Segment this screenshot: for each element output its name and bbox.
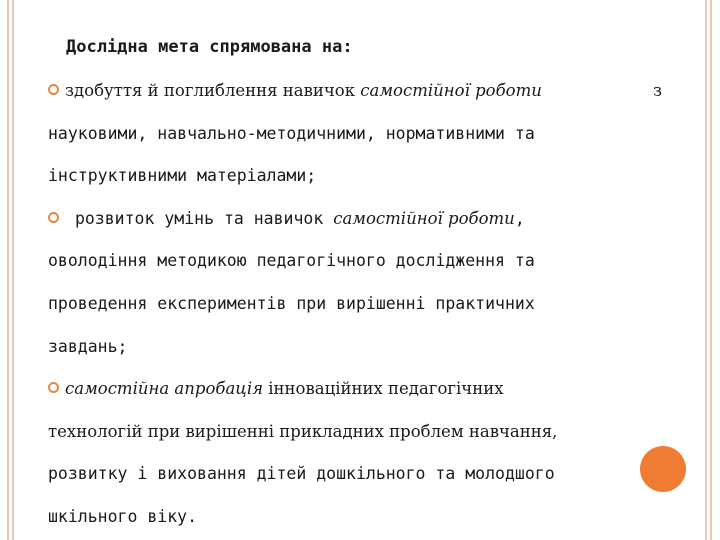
accent-circle	[640, 446, 686, 492]
item-line: шкільного віку.	[48, 506, 198, 526]
list-item	[48, 198, 662, 368]
item-line: самостійна апробація інноваційних педагогічних	[48, 368, 662, 411]
list-item	[48, 368, 662, 538]
item-line: завдань;	[48, 336, 128, 356]
item-line: здобуття й поглиблення навичок самостійної роботи з	[48, 70, 662, 113]
item-line: оволодіння методикою педагогічного дослідження та	[48, 251, 535, 271]
item-line: проведення експериментів при вирішенні практичних	[48, 293, 535, 313]
bullet-icon	[48, 212, 59, 223]
frame-line-left-inner	[12, 0, 14, 540]
slide-heading: Дослідна мета спрямована на:	[66, 37, 353, 57]
bullet-icon	[48, 382, 59, 393]
item-line: технологій при вирішенні прикладних проблем навчання,	[48, 421, 558, 441]
item-line: розвитку і виховання дітей дошкільного та молодшого	[48, 464, 555, 484]
bullet-icon	[48, 84, 59, 95]
frame-line-right	[705, 0, 707, 540]
item-line: розвиток умінь та навичок самостійної роботи,	[48, 198, 662, 241]
item-line: науковими, навчально-методичними, нормативними та	[48, 123, 535, 143]
frame-line-right-inner	[710, 0, 712, 540]
list-item	[48, 70, 662, 198]
frame-line-left	[7, 0, 9, 540]
slide-content	[48, 24, 662, 539]
item-line: інструктивними матеріалами;	[48, 166, 317, 186]
